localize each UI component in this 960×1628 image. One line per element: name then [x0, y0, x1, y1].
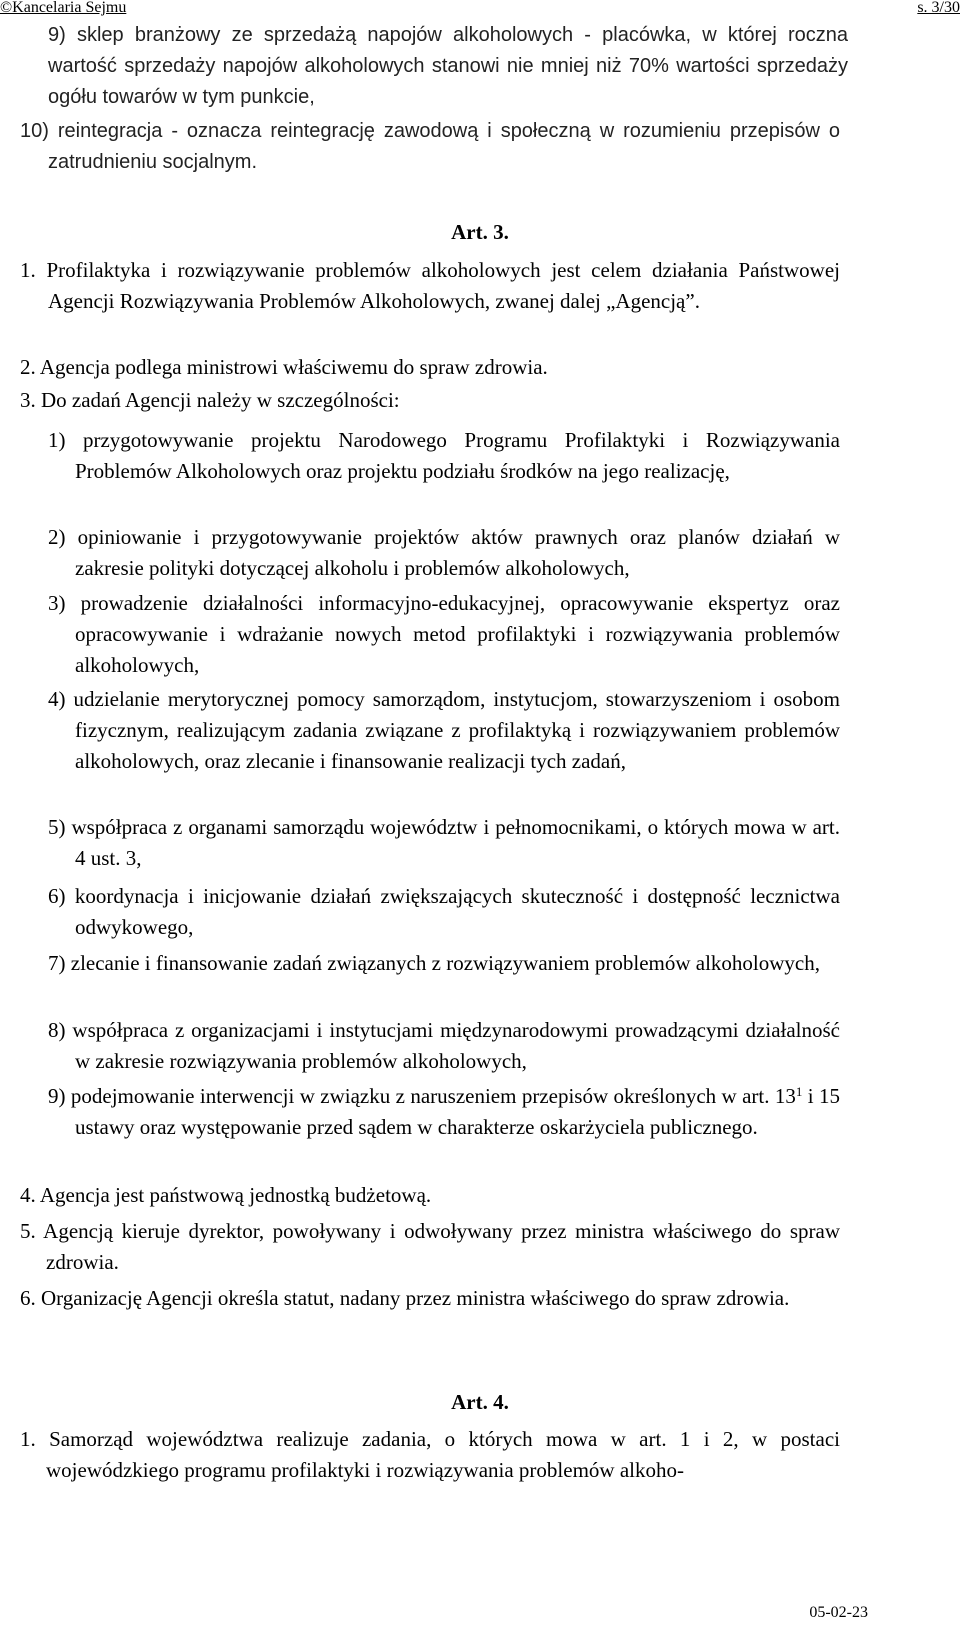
article-3-paragraph-6: 6. Organizację Agencji określa statut, nadany przez ministra właściwego do spraw zdrowia.	[20, 1286, 790, 1310]
footer-date: 05-02-23	[809, 1604, 868, 1621]
article-4-heading: Art. 4.	[451, 1390, 509, 1414]
definition-item-10: 10) reintegracja - oznacza reintegrację zawodową i społeczną w rozumieniu przepisów o zatrudnieniu socjalnym.	[20, 120, 840, 173]
task-item-9: 9) podejmowanie interwencji w związku z naruszeniem przepisów określonych w art. $13^1$ i 15 ustawy oraz występowanie przed sądem w charakterze oskarżyciela publicznego.	[48, 1084, 840, 1139]
article-3-paragraph-3: 3. Do zadań Agencji należy w szczególności:	[20, 388, 400, 412]
definition-item-9: 9) sklep branżowy ze sprzedażą napojów alkoholowych - placówka, w której roczna wartość sprzedaży napojów alkoholowych stanowi nie mniej niż 70% wartości sprzedaży ogółu towarów w tym punkcie,	[48, 24, 848, 108]
article-3-paragraph-5: 5. Agencją kieruje dyrektor, powoływany i odwoływany przez ministra właściwego do spraw zdrowia.	[20, 1219, 840, 1274]
article-4-paragraph-1: 1. Samorząd województwa realizuje zadania, o których mowa w art. 1 i 2, w postaci wojewódzkiego programu profilaktyki i rozwiązywania problemów alkoho-	[20, 1427, 840, 1482]
superscript: 1	[795, 1084, 803, 1099]
task-item-6: 6) koordynacja i inicjowanie działań zwiększających skuteczność i dostępność lecznictwa odwykowego,	[48, 884, 840, 939]
article-3-paragraph-4: 4. Agencja jest państwową jednostką budżetową.	[20, 1183, 432, 1207]
article-3-paragraph-1: 1. Profilaktyka i rozwiązywanie problemów alkoholowych jest celem działania Państwowej Agencji Rozwiązywania Problemów Alkoholowych, zwanej dalej „Agencją”.	[20, 258, 840, 313]
task-item-2: 2) opiniowanie i przygotowywanie projektów aktów prawnych oraz planów działań w zakresie polityki dotyczącej alkoholu i problemów alkoholowych,	[48, 525, 840, 580]
header-left: ©Kancelaria Sejmu	[0, 0, 127, 16]
article-3-heading: Art. 3.	[451, 220, 509, 244]
task-item-7: 7) zlecanie i finansowanie zadań związanych z rozwiązywaniem problemów alkoholowych,	[48, 951, 821, 975]
header-page-number: s. 3/30	[917, 0, 960, 16]
task-item-1: 1) przygotowywanie projektu Narodowego Programu Profilaktyki i Rozwiązywania Problemów Alkoholowych oraz projektu podziału środków na jego realizację,	[48, 428, 840, 483]
article-3-paragraph-2: 2. Agencja podlega ministrowi właściwemu do spraw zdrowia.	[20, 355, 548, 379]
task-item-8: 8) współpraca z organizacjami i instytucjami międzynarodowymi prowadzącymi działalność w zakresie rozwiązywania problemów alkoholowych,	[48, 1018, 840, 1073]
task-item-5: 5) współpraca z organami samorządu województw i pełnomocnikami, o których mowa w art. 4 ust. 3,	[48, 815, 840, 870]
task-item-4: 4) udzielanie merytorycznej pomocy samorządom, instytucjom, stowarzyszeniom i osobom fizycznym, realizującym zadania związane z profilaktyką i rozwiązywaniem problemów alkoholowych, oraz zlecanie i finansowanie realizacji tych zadań,	[48, 687, 840, 773]
task-item-3: 3) prowadzenie działalności informacyjno-edukacyjnej, opracowywanie ekspertyz oraz opracowywanie i wdrażanie nowych metod profilaktyki i rozwiązywania problemów alkoholowych,	[48, 591, 840, 677]
